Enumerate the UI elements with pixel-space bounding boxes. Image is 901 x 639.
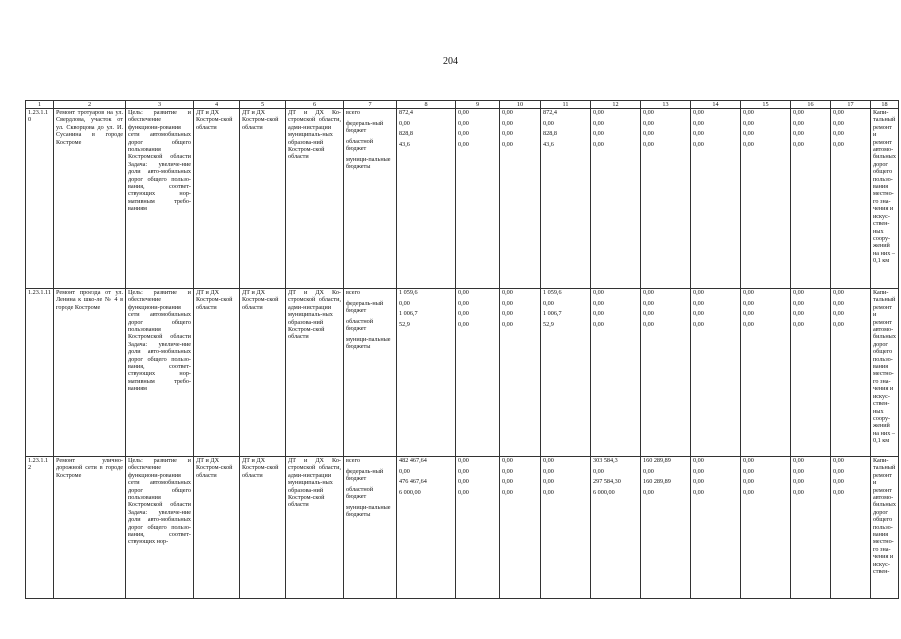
funding-amount: 0,00: [502, 320, 513, 328]
funding-amount: 0,00: [833, 320, 844, 328]
funding-amounts: [831, 109, 871, 289]
funding-amount: 0,00: [643, 310, 654, 318]
funding-amount: 0,00: [543, 478, 554, 486]
funding-amounts: [691, 457, 741, 599]
measure-name: Ремонт тротуаров на ул. Свердлова, участок от ул. Скворцова до ул. И. Сусанина в городе Костроме: [54, 109, 126, 289]
column-header: 5: [240, 101, 286, 109]
measure-number: 1.23.1.12: [26, 457, 54, 599]
funding-sources: [344, 289, 397, 457]
funding-amount: 0,00: [743, 488, 754, 496]
funding-amount: 160 289,89: [643, 457, 671, 464]
funding-amount: 0,00: [693, 457, 704, 464]
funding-amount: 0,00: [643, 140, 654, 148]
funding-amount: 0,00: [643, 320, 654, 328]
funding-amount: 0,00: [793, 320, 804, 328]
funding-amounts: [456, 109, 500, 289]
column-header: 14: [691, 101, 741, 109]
co-executors: ДТ и ДХ Ко-стромской области, адми-нистрации муниципаль-ных образова-ний Костром-ской области: [286, 289, 344, 457]
expected-result: Капи-тальный ремонт и ремонт автомо-бильных дорог общего пользо-вания местно-го зна-чения и искус-ствен-ных соору-жений на них – 0,1 км: [871, 289, 899, 457]
funding-amount: 43,6: [543, 140, 554, 148]
funding-amount: 0,00: [793, 299, 804, 307]
column-header: 9: [456, 101, 500, 109]
funding-amount: 0,00: [743, 467, 754, 475]
funding-amount: 0,00: [643, 130, 654, 138]
funding-amount: 0,00: [833, 299, 844, 307]
funding-amount: 1 059,6: [543, 289, 562, 296]
funding-amount: 52,9: [543, 320, 554, 328]
funding-amount: 0,00: [743, 140, 754, 148]
funding-amounts: [591, 109, 641, 289]
responsible-executor: ДТ и ДХ Костром-ской области: [194, 109, 240, 289]
funding-amount: 0,00: [593, 119, 604, 127]
funding-amount: 0,00: [793, 130, 804, 138]
funding-amount: 0,00: [833, 467, 844, 475]
funding-source-label: всего: [346, 289, 360, 296]
funding-amount: 0,00: [793, 310, 804, 318]
funding-amount: 0,00: [743, 119, 754, 127]
funding-amount: 0,00: [458, 130, 469, 138]
funding-source-label: областной бюджет: [346, 137, 374, 152]
funding-amount: 1 006,7: [399, 310, 418, 318]
funding-amount: 0,00: [693, 130, 704, 138]
measure-name: Ремонт улично-дорожной сети в городе Костроме: [54, 457, 126, 599]
funding-amount: 0,00: [833, 310, 844, 318]
measure-goal: Цель: развитие и обеспечение функциони-рования сети автомобильных дорог общего пользования Костромской области Задача: увеличе-ние доли авто-мобильных дорог общего пользо-вания, соответ-ствующих нор-: [126, 457, 194, 599]
funding-amount: 6 000,00: [399, 488, 421, 496]
funding-amounts: [500, 289, 541, 457]
funding-amount: 0,00: [399, 467, 410, 475]
funding-amount: 0,00: [693, 109, 704, 116]
funding-source-label: муници-пальные бюджеты: [346, 155, 391, 170]
measure-row: [26, 289, 899, 457]
funding-amount: 0,00: [743, 320, 754, 328]
co-executors: ДТ и ДХ Ко-стромской области, адми-нистрации муниципаль-ных образова-ний Костром-ской области: [286, 457, 344, 599]
funding-amount: 0,00: [543, 488, 554, 496]
responsible-coordinator: ДТ и ДХ Костром-ской области: [240, 457, 286, 599]
funding-amount: 0,00: [458, 140, 469, 148]
column-header: 18: [871, 101, 899, 109]
funding-sources: [344, 109, 397, 289]
measure-name: Ремонт проезда от ул. Ленина к шко-ле № 4 в городе Костроме: [54, 289, 126, 457]
column-header: 15: [741, 101, 791, 109]
funding-amount: 0,00: [833, 488, 844, 496]
funding-amount: 43,6: [399, 140, 410, 148]
funding-amount: 0,00: [458, 310, 469, 318]
funding-amount: 0,00: [593, 299, 604, 307]
measure-goal: Цель: развитие и обеспечение функциони-рования сети автомобильных дорог общего пользования Костромской области Задача: увеличе-ние доли авто-мобильных дорог общего пользо-вания, соответ-ствующих нор-мативным требо-ваниям: [126, 289, 194, 457]
funding-amount: 0,00: [543, 457, 554, 464]
funding-source-label: федераль-ный бюджет: [346, 467, 384, 482]
responsible-executor: ДТ и ДХ Костром-ской области: [194, 289, 240, 457]
funding-amount: 0,00: [399, 119, 410, 127]
measure-goal: Цель: развитие и обеспечение функциони-рования сети автомобильных дорог общего пользования Костромской области Задача: увеличе-ние доли авто-мобильных дорог общего пользо-вания, соответ-ствующих нор-мативным требо-ваниям: [126, 109, 194, 289]
funding-amount: 0,00: [643, 299, 654, 307]
funding-amount: 0,00: [743, 289, 754, 296]
funding-amounts: [591, 457, 641, 599]
measure-row: [26, 109, 899, 289]
column-header: 17: [831, 101, 871, 109]
measure-number: 1.23.1.11: [26, 289, 54, 457]
funding-source-label: федераль-ный бюджет: [346, 119, 384, 134]
funding-amount: 0,00: [693, 320, 704, 328]
column-header: 12: [591, 101, 641, 109]
funding-source-label: всего: [346, 457, 360, 464]
responsible-coordinator: ДТ и ДХ Костром-ской области: [240, 289, 286, 457]
column-header: 13: [641, 101, 691, 109]
funding-amounts: [456, 457, 500, 599]
column-number-row: [26, 101, 899, 109]
funding-amount: 0,00: [502, 488, 513, 496]
funding-amounts: [741, 457, 791, 599]
funding-source-label: всего: [346, 109, 360, 116]
column-header: 3: [126, 101, 194, 109]
funding-amount: 0,00: [502, 478, 513, 486]
funding-amount: 0,00: [643, 467, 654, 475]
funding-source-label: муници-пальные бюджеты: [346, 335, 391, 350]
funding-amount: 0,00: [502, 119, 513, 127]
responsible-executor: ДТ и ДХ Костром-ской области: [194, 457, 240, 599]
funding-amount: 0,00: [793, 457, 804, 464]
funding-amount: 872,4: [543, 109, 557, 116]
funding-amounts: [691, 109, 741, 289]
funding-amount: 476 467,64: [399, 478, 427, 486]
funding-amount: 0,00: [543, 299, 554, 307]
funding-amount: 0,00: [458, 320, 469, 328]
funding-amount: 0,00: [643, 289, 654, 296]
funding-amounts: [591, 289, 641, 457]
funding-amount: 0,00: [833, 457, 844, 464]
funding-amount: 0,00: [502, 467, 513, 475]
funding-amounts: [541, 109, 591, 289]
funding-amounts: [791, 109, 831, 289]
funding-amount: 0,00: [593, 289, 604, 296]
funding-amount: 0,00: [743, 109, 754, 116]
funding-amounts: [541, 289, 591, 457]
funding-amounts: [641, 109, 691, 289]
funding-source-label: областной бюджет: [346, 485, 374, 500]
funding-amount: 0,00: [458, 478, 469, 486]
column-header: 16: [791, 101, 831, 109]
funding-amount: 0,00: [693, 310, 704, 318]
funding-amount: 0,00: [502, 109, 513, 116]
page-number: 204: [443, 56, 458, 67]
column-header: 7: [344, 101, 397, 109]
funding-amount: 0,00: [793, 119, 804, 127]
funding-amount: 160 289,89: [643, 478, 671, 486]
funding-amount: 0,00: [693, 299, 704, 307]
funding-amount: 0,00: [502, 289, 513, 296]
funding-amount: 482 467,64: [399, 457, 427, 464]
responsible-coordinator: ДТ и ДХ Костром-ской области: [240, 109, 286, 289]
funding-amount: 0,00: [643, 119, 654, 127]
funding-amounts: [741, 109, 791, 289]
funding-amount: 0,00: [458, 289, 469, 296]
column-header: 1: [26, 101, 54, 109]
column-header: 11: [541, 101, 591, 109]
funding-amount: 0,00: [502, 457, 513, 464]
funding-amount: 0,00: [593, 109, 604, 116]
funding-amount: 297 584,30: [593, 478, 621, 486]
funding-amount: 0,00: [793, 467, 804, 475]
funding-amount: 0,00: [743, 457, 754, 464]
funding-amount: 0,00: [833, 478, 844, 486]
expected-result: Капи-тальный ремонт и ремонт автомо-бильных дорог общего пользо-вания местно-го зна-чения и искус-ствен-ных соору-жений на них – 0,1 км: [871, 109, 899, 289]
funding-amount: 828,8: [543, 130, 557, 138]
funding-amount: 0,00: [593, 320, 604, 328]
funding-amount: 0,00: [502, 299, 513, 307]
funding-amounts: [791, 457, 831, 599]
column-header: 4: [194, 101, 240, 109]
funding-amounts: [831, 457, 871, 599]
funding-amount: 0,00: [458, 299, 469, 307]
funding-amount: 1 006,7: [543, 310, 562, 318]
funding-amounts: [541, 457, 591, 599]
funding-amount: 0,00: [743, 478, 754, 486]
funding-amounts: [397, 289, 456, 457]
funding-amount: 872,4: [399, 109, 413, 116]
funding-amount: 0,00: [693, 289, 704, 296]
funding-amount: 0,00: [593, 130, 604, 138]
funding-source-label: областной бюджет: [346, 317, 374, 332]
funding-amount: 0,00: [693, 140, 704, 148]
funding-amounts: [456, 289, 500, 457]
funding-amount: 0,00: [458, 109, 469, 116]
expected-result: Капи-тальный ремонт и ремонт автомо-бильных дорог общего пользо-вания местно-го зна-чения и искус-ствен-: [871, 457, 899, 599]
funding-amount: 0,00: [833, 140, 844, 148]
funding-amount: 0,00: [693, 467, 704, 475]
funding-amount: 0,00: [458, 119, 469, 127]
funding-amount: 0,00: [793, 140, 804, 148]
funding-amount: 0,00: [743, 299, 754, 307]
funding-amount: 0,00: [458, 488, 469, 496]
funding-amount: 0,00: [593, 467, 604, 475]
funding-sources: [344, 457, 397, 599]
funding-source-label: федераль-ный бюджет: [346, 299, 384, 314]
funding-amount: 52,9: [399, 320, 410, 328]
funding-amounts: [691, 289, 741, 457]
funding-amount: 0,00: [643, 488, 654, 496]
funding-amount: 6 000,00: [593, 488, 615, 496]
measure-number: 1.23.1.10: [26, 109, 54, 289]
funding-amounts: [397, 457, 456, 599]
funding-amount: 0,00: [793, 109, 804, 116]
funding-amounts: [791, 289, 831, 457]
column-header: 8: [397, 101, 456, 109]
funding-amount: 0,00: [793, 478, 804, 486]
funding-amount: 0,00: [502, 140, 513, 148]
funding-amount: 0,00: [643, 109, 654, 116]
program-measures-table: [25, 100, 899, 599]
funding-amounts: [500, 109, 541, 289]
funding-amount: 0,00: [693, 488, 704, 496]
funding-amount: 0,00: [593, 140, 604, 148]
funding-amount: 0,00: [502, 130, 513, 138]
funding-amount: 0,00: [833, 130, 844, 138]
co-executors: ДТ и ДХ Ко-стромской области, адми-нистрации муниципаль-ных образова-ний Костром-ской области: [286, 109, 344, 289]
funding-amount: 0,00: [793, 289, 804, 296]
column-header: 10: [500, 101, 541, 109]
funding-amount: 0,00: [458, 467, 469, 475]
funding-amount: 0,00: [693, 119, 704, 127]
funding-amount: 0,00: [458, 457, 469, 464]
measure-row: [26, 457, 899, 599]
funding-amount: 1 059,6: [399, 289, 418, 296]
funding-amounts: [641, 289, 691, 457]
funding-amount: 0,00: [833, 119, 844, 127]
funding-amount: 0,00: [833, 109, 844, 116]
funding-amount: 828,8: [399, 130, 413, 138]
funding-amounts: [641, 457, 691, 599]
funding-amount: 0,00: [833, 289, 844, 296]
funding-amount: 0,00: [502, 310, 513, 318]
funding-source-label: муници-пальные бюджеты: [346, 503, 391, 518]
funding-amounts: [397, 109, 456, 289]
column-header: 2: [54, 101, 126, 109]
funding-amount: 0,00: [593, 310, 604, 318]
funding-amount: 0,00: [743, 310, 754, 318]
funding-amount: 0,00: [399, 299, 410, 307]
funding-amount: 0,00: [543, 119, 554, 127]
column-header: 6: [286, 101, 344, 109]
funding-amount: 303 584,3: [593, 457, 618, 464]
funding-amount: 0,00: [743, 130, 754, 138]
funding-amounts: [500, 457, 541, 599]
funding-amount: 0,00: [793, 488, 804, 496]
funding-amounts: [831, 289, 871, 457]
funding-amount: 0,00: [693, 478, 704, 486]
funding-amount: 0,00: [543, 467, 554, 475]
funding-amounts: [741, 289, 791, 457]
